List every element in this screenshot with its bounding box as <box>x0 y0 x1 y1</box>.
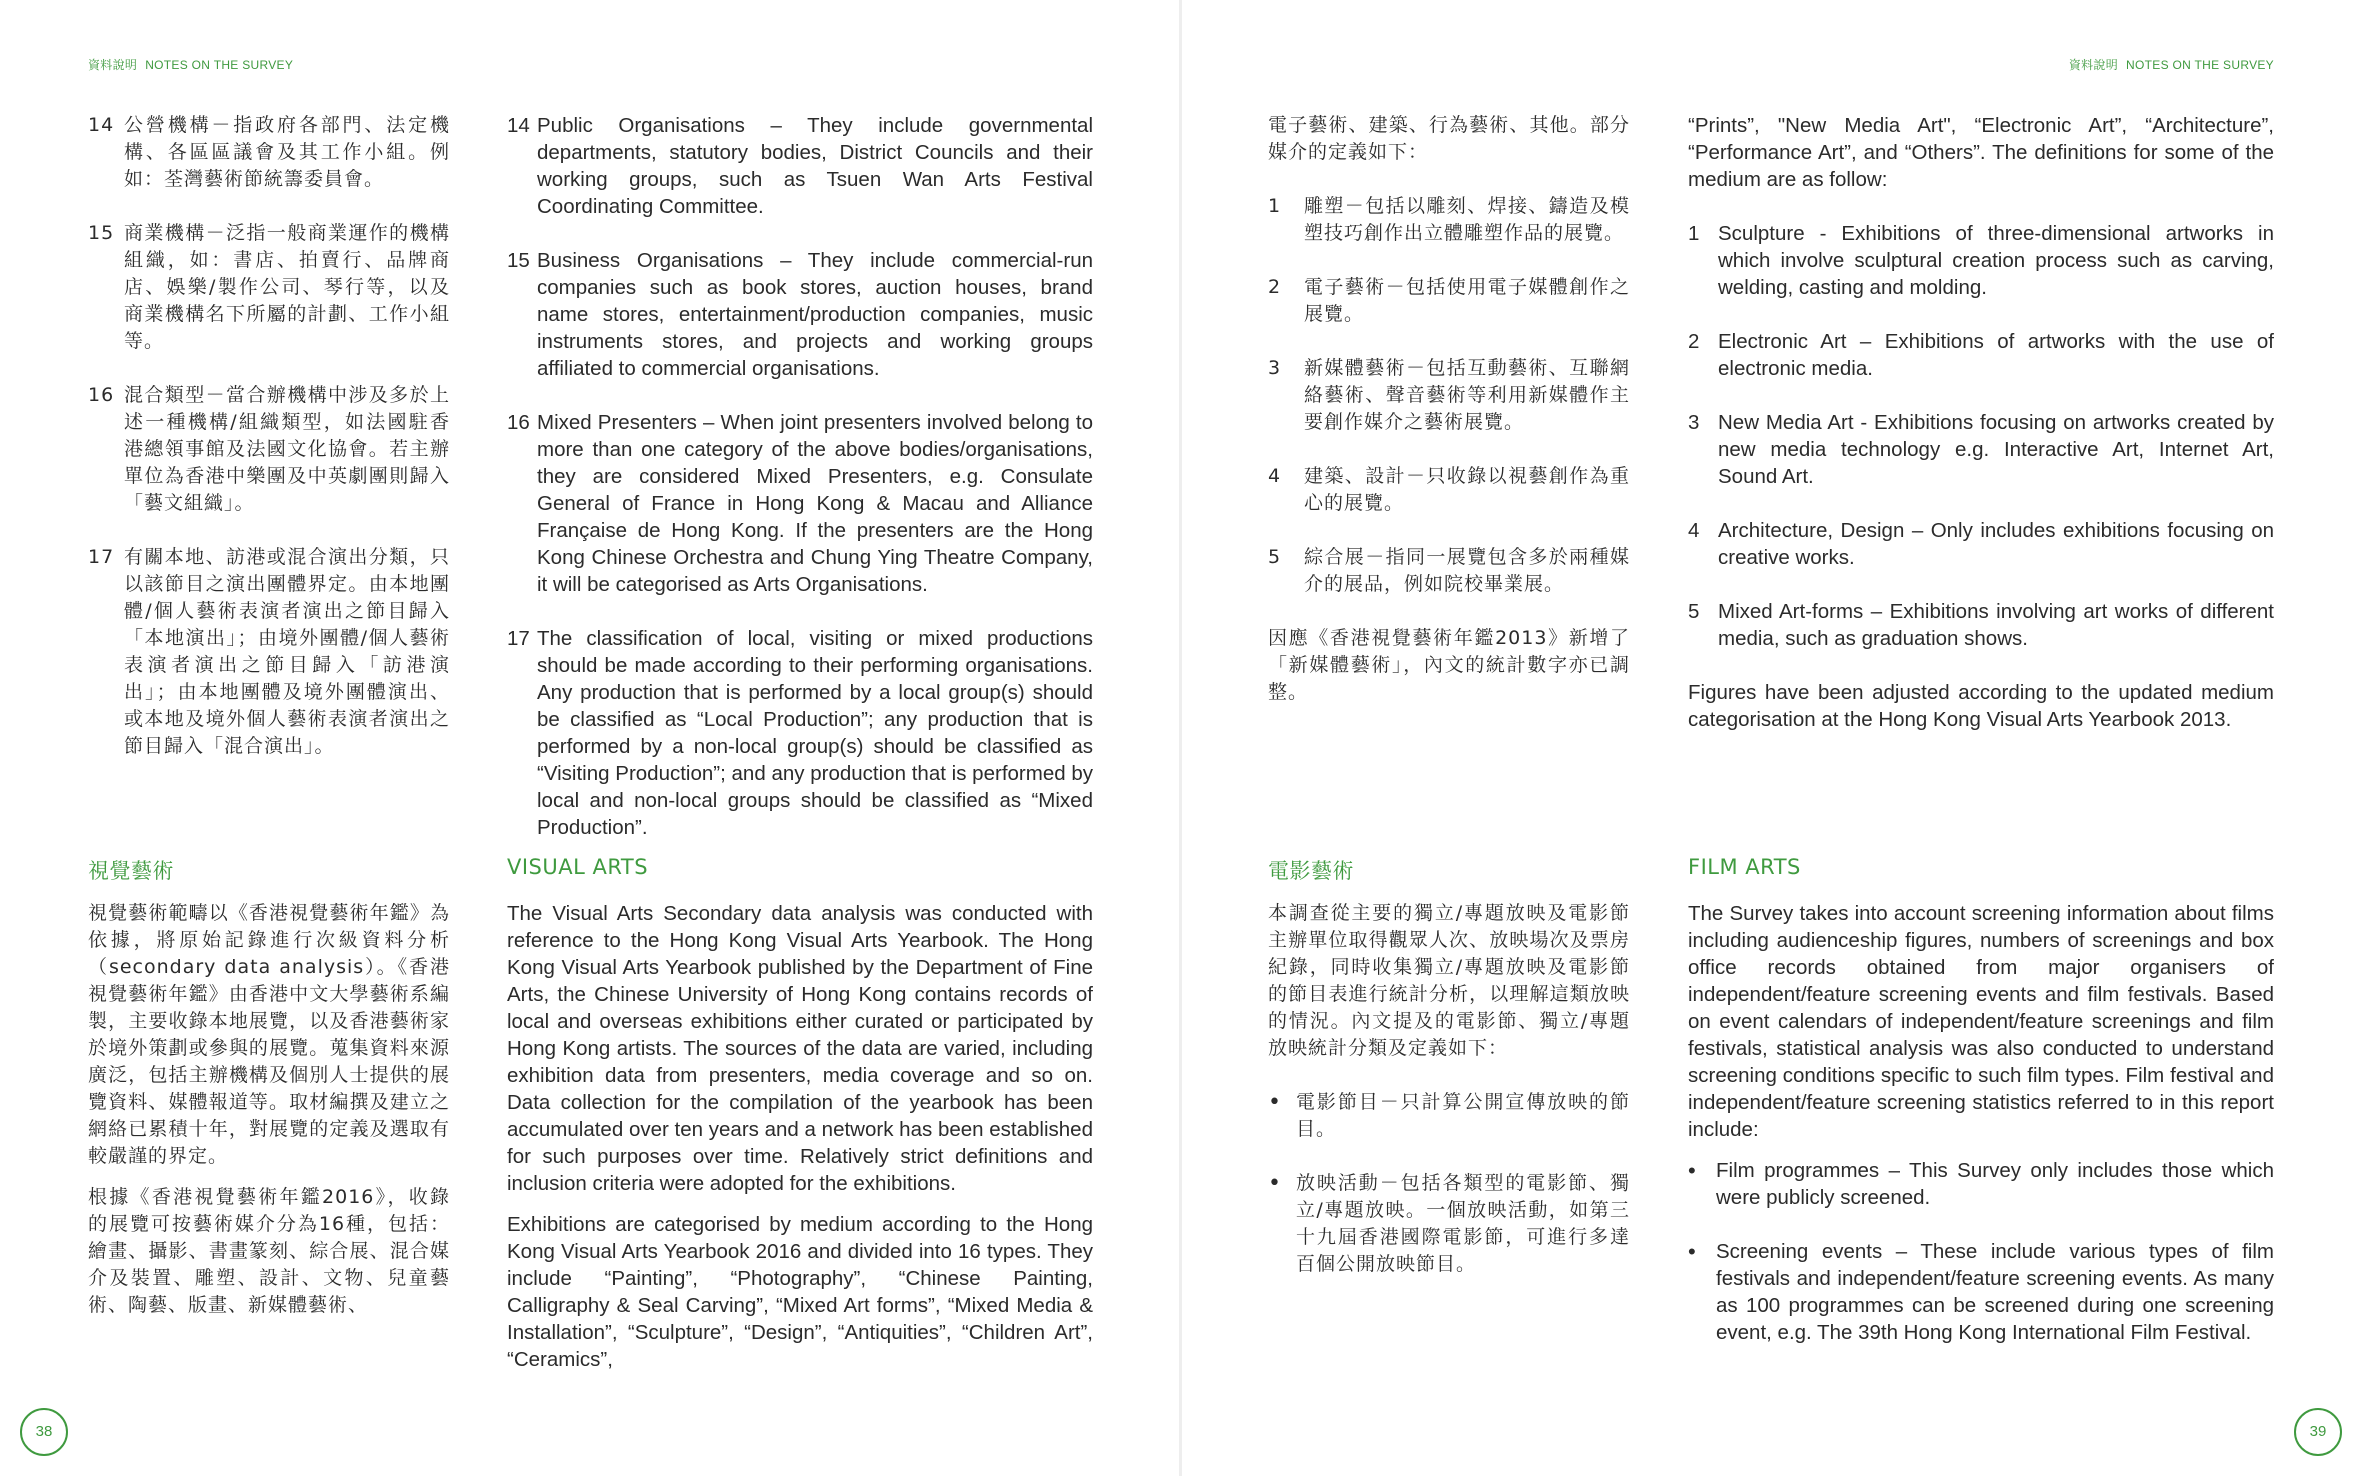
bullet-text: Screening events – These include various types of film festivals and independent/feature screening events. As many as 100 programmes can be screened during one screening event, e.g. The 39th Hong Kong International Film Festival. <box>1716 1240 2274 1344</box>
item-number: 2 <box>1688 330 1700 353</box>
note-number: 17 <box>507 627 530 650</box>
note-item <box>88 382 450 517</box>
definition-item <box>1688 409 2274 490</box>
item-text: Architecture, Design – Only includes exhibitions focusing on creative works. <box>1718 519 2274 569</box>
left-en-notes <box>507 112 1093 868</box>
page-number-right: 39 <box>2294 1408 2342 1456</box>
paragraph: 視覺藝術範疇以《香港視覺藝術年鑑》為依據，將原始記錄進行次級資料分析（secondary data analysis）。《香港視覺藝術年鑑》由香港中文大學藝術系編製，主要收錄本地展覽，以及香港藝術家於境外策劃或參與的展覽。蒐集資料來源廣泛，包括主辦機構及個別人士提供的展覽資料、媒體報道等。取材編撰及建立之網絡已累積十年，對展覽的定義及選取有較嚴謹的界定。 <box>88 902 450 1167</box>
bullet-item <box>1268 1089 1630 1143</box>
note-item <box>507 409 1093 598</box>
item-number: 3 <box>1268 357 1282 379</box>
film-arts-zh-heading: 電影藝術 <box>1268 859 1354 883</box>
bullet-text: Film programmes – This Survey only includes those which were publicly screened. <box>1716 1159 2274 1209</box>
note-text: Public Organisations – They include governmental departments, statutory bodies, District Councils and their working groups, such as Tsuen Wan Arts Festival Coordinating Committee. <box>537 114 1093 218</box>
paragraph: “Prints”, "New Media Art", “Electronic Art”, “Architecture”, “Performance Art”, and “Others”. The definitions for some of the medium are as follow: <box>1688 114 2274 191</box>
note-number: 16 <box>88 384 115 406</box>
note-number: 14 <box>88 114 115 136</box>
definition-item <box>1268 544 1630 598</box>
right-running-header <box>2069 56 2274 73</box>
paragraph: The Visual Arts Secondary data analysis was conducted with reference to the Hong Kong Visual Arts Yearbook. The Hong Kong Visual Arts Yearbook published by the Department of Fine Arts, the Chinese University of Hong Kong contains records of local and overseas exhibitions either curated or participated by Hong Kong artists. The sources of the data are varied, including exhibition data from presenters, media coverage and so on. Data collection for the compilation of the yearbook has been accumulated over ten years and a network has been established for such purposes over time. Relatively strict definitions and inclusion criteria were adopted for the exhibitions. <box>507 902 1093 1195</box>
bullet-text: 電影節目－只計算公開宣傳放映的節目。 <box>1296 1091 1630 1140</box>
note-item <box>507 625 1093 841</box>
film-arts-zh-body <box>1268 900 1630 1305</box>
definition-item <box>1688 328 2274 382</box>
note-text: 商業機構－泛指一般商業運作的機構組織，如：書店、拍賣行、品牌商店、娛樂/製作公司、琴行等，以及商業機構名下所屬的計劃、工作小組等。 <box>124 222 450 352</box>
page-gutter <box>1179 0 1182 1476</box>
note-number: 15 <box>507 249 530 272</box>
note-text: 有關本地、訪港或混合演出分類，只以該節目之演出團體界定。由本地團體/個人藝術表演者演出之節目歸入「本地演出」；由境外團體/個人藝術表演者演出之節目歸入「訪港演出」；由本地團體及境外團體演出、或本地及境外個人藝術表演者演出之節目歸入「混合演出」。 <box>124 546 450 757</box>
note-number: 14 <box>507 114 530 137</box>
item-text: 雕塑－包括以雕刻、焊接、鑄造及模塑技巧創作出立體雕塑作品的展覽。 <box>1304 195 1630 244</box>
header-en: NOTES ON THE SURVEY <box>2126 58 2274 72</box>
item-text: Sculpture - Exhibitions of three-dimensional artworks in which involve sculptural creation process such as carving, welding, casting and molding. <box>1718 222 2274 299</box>
item-number: 5 <box>1688 600 1700 623</box>
film-arts-en-heading: FILM ARTS <box>1688 855 1801 879</box>
definition-item <box>1268 193 1630 247</box>
header-en: NOTES ON THE SURVEY <box>145 58 294 72</box>
note-text: Mixed Presenters – When joint presenters involved belong to more than one category of the above bodies/organisations, they are considered Mixed Presenters, e.g. Consulate General of France in Hong Kong & Macau and Alliance Française de Hong Kong. If the presenters are the Hong Kong Chinese Orchestra and Chung Ying Theatre Company, it will be categorised as Arts Organisations. <box>537 411 1093 596</box>
paragraph: 電子藝術、建築、行為藝術、其他。部分媒介的定義如下： <box>1268 114 1630 163</box>
paragraph: Figures have been adjusted according to the updated medium categorisation at the Hong Kong Visual Arts Yearbook 2013. <box>1688 681 2274 731</box>
item-number: 1 <box>1268 195 1282 217</box>
item-text: 電子藝術－包括使用電子媒體創作之展覽。 <box>1304 276 1630 325</box>
left-running-header <box>88 56 293 73</box>
visual-arts-zh-body <box>88 900 450 1333</box>
bullet-text: 放映活動－包括各類型的電影節、獨立/專題放映。一個放映活動，如第三十九屆香港國際電影節，可進行多達百個公開放映節目。 <box>1296 1172 1630 1275</box>
paragraph: 因應《香港視覺藝術年鑑2013》新增了「新媒體藝術」，內文的統計數字亦已調整。 <box>1268 627 1630 703</box>
item-text: Electronic Art – Exhibitions of artworks with the use of electronic media. <box>1718 330 2274 380</box>
note-item <box>88 544 450 760</box>
item-number: 4 <box>1268 465 1282 487</box>
note-item <box>507 112 1093 220</box>
paragraph: The Survey takes into account screening information about films including audienceship figures, numbers of screenings and box office records obtained from major organisers of independent/feature screening events and film festivals. Based on event calendars of independent/feature screenings and film festivals, statistical analysis was also conducted to understand screening conditions specific to such film types. Film festival and independent/feature screening statistics referred to in this report include: <box>1688 902 2274 1141</box>
visual-arts-zh-heading: 視覺藝術 <box>88 859 174 883</box>
paragraph: Exhibitions are categorised by medium according to the Hong Kong Visual Arts Yearbook 2016 and divided into 16 types. They include “Painting”, “Photography”, “Chinese Painting, Calligraphy & Seal Carving”, “Mixed Art forms”, “Mixed Media & Installation”, “Sculpture”, “Design”, “Antiquities”, “Children Art”, “Ceramics”, <box>507 1213 1093 1371</box>
definition-item <box>1688 598 2274 652</box>
bullet-item <box>1268 1170 1630 1278</box>
item-number: 4 <box>1688 519 1700 542</box>
item-number: 1 <box>1688 222 1700 245</box>
definition-item <box>1688 220 2274 301</box>
header-zh: 資料說明 <box>88 58 138 72</box>
right-zh-media-definitions <box>1268 112 1630 720</box>
note-text: 公營機構－指政府各部門、法定機構、各區區議會及其工作小組。例如：荃灣藝術節統籌委員會。 <box>124 114 450 190</box>
bullet-icon: • <box>1268 1171 1282 1196</box>
visual-arts-en-body <box>507 900 1093 1387</box>
item-text: 建築、設計－只收錄以視藝創作為重心的展覽。 <box>1304 465 1630 514</box>
item-number: 3 <box>1688 411 1700 434</box>
bullet-item <box>1688 1157 2274 1211</box>
definition-item <box>1268 463 1630 517</box>
item-text: 新媒體藝術－包括互動藝術、互聯網絡藝術、聲音藝術等利用新媒體作主要創作媒介之藝術展覽。 <box>1304 357 1630 433</box>
bullet-icon: • <box>1688 1239 1696 1264</box>
film-arts-en-body <box>1688 900 2274 1373</box>
note-item <box>88 220 450 355</box>
item-text: 綜合展－指同一展覽包含多於兩種媒介的展品，例如院校畢業展。 <box>1304 546 1630 595</box>
paragraph: 根據《香港視覺藝術年鑑2016》，收錄的展覽可按藝術媒介分為16種，包括：繪畫、攝影、書畫篆刻、綜合展、混合媒介及裝置、雕塑、設計、文物、兒童藝術、陶藝、版畫、新媒體藝術、 <box>88 1186 450 1316</box>
definition-item <box>1688 517 2274 571</box>
definition-item <box>1268 355 1630 436</box>
right-en-media-definitions <box>1688 112 2274 747</box>
note-item <box>507 247 1093 382</box>
item-number: 2 <box>1268 276 1282 298</box>
note-text: Business Organisations – They include commercial-run companies such as book stores, auction houses, brand name stores, entertainment/production companies, music instruments stores, and projects and working groups affiliated to commercial organisations. <box>537 249 1093 380</box>
bullet-item <box>1688 1238 2274 1346</box>
item-text: New Media Art - Exhibitions focusing on artworks created by new media technology e.g. Interactive Art, Internet Art, Sound Art. <box>1718 411 2274 488</box>
note-item <box>88 112 450 193</box>
item-number: 5 <box>1268 546 1282 568</box>
note-text: 混合類型－當合辦機構中涉及多於上述一種機構/組織類型，如法國駐香港總領事館及法國文化協會。若主辦單位為香港中樂團及中英劇團則歸入「藝文組織」。 <box>124 384 450 514</box>
note-number: 17 <box>88 546 115 568</box>
visual-arts-en-heading: VISUAL ARTS <box>507 855 649 879</box>
bullet-icon: • <box>1688 1158 1696 1183</box>
paragraph: 本調查從主要的獨立/專題放映及電影節主辦單位取得觀眾人次、放映場次及票房紀錄，同時收集獨立/專題放映及電影節的節目表進行統計分析，以理解這類放映的情況。內文提及的電影節、獨立/專題放映統計分類及定義如下： <box>1268 902 1630 1059</box>
bullet-icon: • <box>1268 1090 1282 1115</box>
note-number: 15 <box>88 222 115 244</box>
header-zh: 資料說明 <box>2068 58 2119 72</box>
page-number-left: 38 <box>20 1408 68 1456</box>
note-text: The classification of local, visiting or mixed productions should be made according to their performing organisations. Any production that is performed by a local group(s) should be classified as “Local Production”; any production that is performed by a non-local group(s) should be classified as “Visiting Production”; and any production that is performed by local and non-local groups should be classified as “Mixed Production”. <box>537 627 1093 839</box>
definition-item <box>1268 274 1630 328</box>
note-number: 16 <box>507 411 530 434</box>
left-zh-notes <box>88 112 450 787</box>
item-text: Mixed Art-forms – Exhibitions involving art works of different media, such as graduation shows. <box>1718 600 2274 650</box>
